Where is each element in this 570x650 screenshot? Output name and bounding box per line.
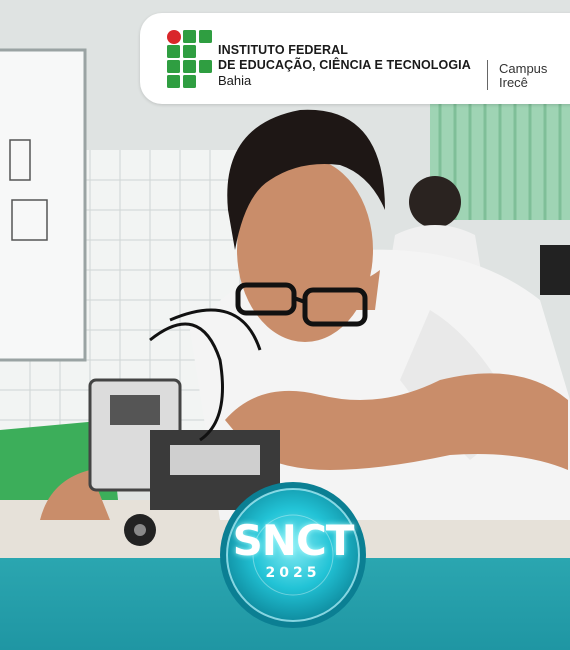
institute-name xyxy=(218,43,471,88)
campus-label-line1: Campus xyxy=(499,61,548,76)
institute-state: Bahia xyxy=(218,73,252,88)
campus-name: Irecê xyxy=(499,75,528,90)
institute-logo-icon xyxy=(167,30,213,88)
campus-label xyxy=(499,62,547,90)
snct-badge xyxy=(218,480,368,630)
institute-name-line2: DE EDUCAÇÃO, CIÊNCIA E TECNOLOGIA xyxy=(218,58,471,72)
snct-title: SNCT xyxy=(232,516,354,565)
logo-divider xyxy=(487,60,488,90)
snct-year: 2025 xyxy=(265,565,321,581)
institute-name-line1: INSTITUTO FEDERAL xyxy=(218,43,348,57)
institute-logo-card xyxy=(140,13,570,104)
